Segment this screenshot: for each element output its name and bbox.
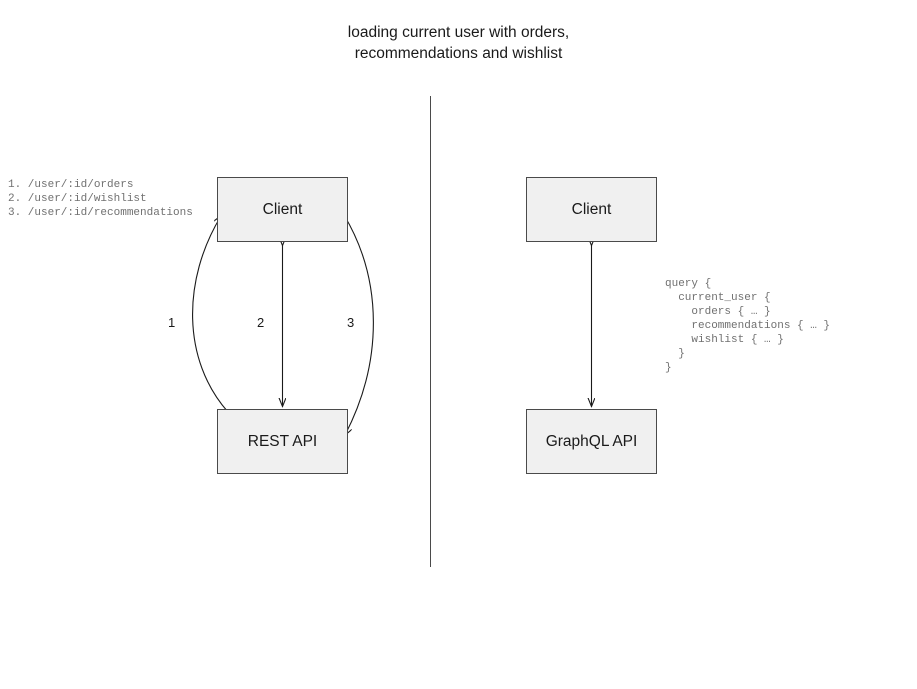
edge-label-2: 2 [257,315,265,330]
edge-1-path [193,216,228,412]
node-graphql-api[interactable] [526,409,657,474]
node-graphql-client[interactable] [526,177,657,242]
node-rest-client[interactable] [217,177,348,242]
edge-label-1: 1 [168,315,176,330]
node-graphql-api-label: GraphQL API [545,432,638,450]
node-rest-api-label: REST API [247,432,318,450]
edge-label-3: 3 [347,315,355,330]
node-rest-client-label: Client [262,200,303,218]
graphql-query-snippet: query { current_user { orders { … } recommendations { … } wishlist { … } } } [665,278,831,374]
rest-endpoints-list: 1. /user/:id/orders 2. /user/:id/wishlist 3. /user/:id/recommendations [8,179,193,219]
node-rest-api[interactable] [217,409,348,474]
node-graphql-client-label: Client [571,200,612,218]
page-title: loading current user with orders, recommendations and wishlist [347,24,570,62]
